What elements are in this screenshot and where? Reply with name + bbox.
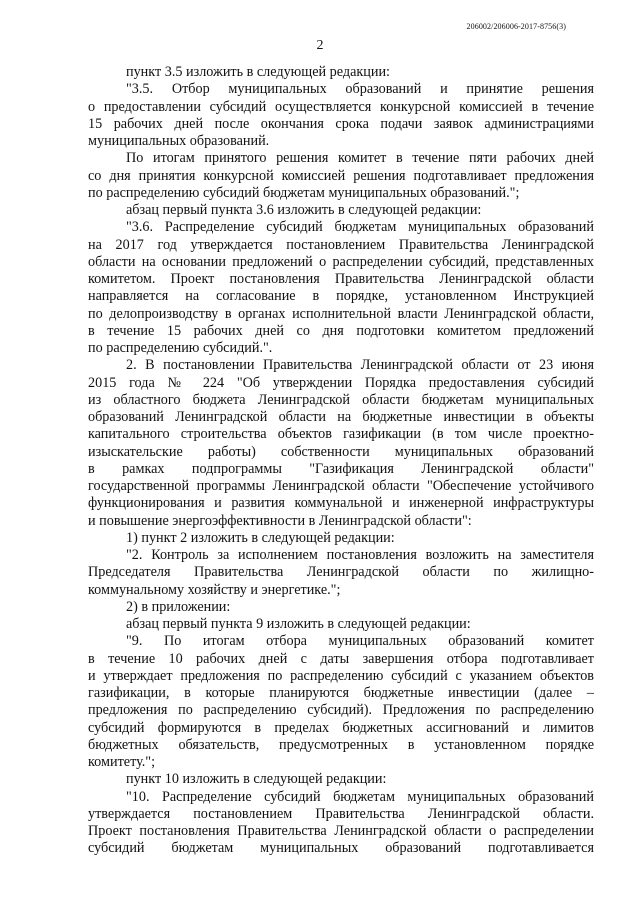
text-line: комитету."; bbox=[88, 754, 156, 770]
text-line: По итогам принятого решения комитет в течение пяти рабочих дней bbox=[126, 150, 594, 167]
text-line: по делопроизводству в органах исполнительной власти Ленинградской области, bbox=[88, 305, 594, 322]
text-line: абзац первый пункта 9 изложить в следующей редакции: bbox=[126, 616, 471, 632]
text-line: пункт 10 изложить в следующей редакции: bbox=[126, 771, 387, 788]
text-line: 2. В постановлении Правительства Ленинградской области от 23 июня bbox=[126, 357, 594, 374]
text-line: в рамках подпрограммы "Газификация Ленинградской области" bbox=[88, 460, 594, 477]
text-line: 2015 года № 224 "Об утверждении Порядка предоставления субсидий bbox=[88, 374, 594, 391]
text-line: предложения по распределению субсидий). Предложения по распределению bbox=[88, 702, 594, 719]
text-line: 1) пункт 2 изложить в следующей редакции: bbox=[126, 529, 395, 546]
text-line: по распределению субсидий бюджетам муниципальных образований."; bbox=[88, 184, 520, 201]
text-line: и утверждает предложения по распределению субсидий с указанием объектов bbox=[88, 667, 594, 684]
document-id: 206002/206006-2017-8756(3) bbox=[466, 22, 566, 31]
text-line: бюджетных обязательств, предусмотренных в установленном порядке bbox=[88, 736, 594, 753]
text-line: и повышение энергоэффективности в Ленинградской области": bbox=[88, 512, 472, 529]
text-line: по распределению субсидий.". bbox=[88, 340, 273, 356]
text-line: из областного бюджета Ленинградской области бюджетам муниципальных bbox=[88, 391, 594, 408]
text-line: утверждается постановлением Правительства Ленинградской области. bbox=[88, 805, 594, 822]
text-line: на 2017 год утверждается постановлением Правительства Ленинградской bbox=[88, 236, 594, 253]
text-line: субсидий бюджетам муниципальных образований подготавливается bbox=[88, 840, 594, 857]
text-line: государственной программы Ленинградской области "Обеспечение устойчивого bbox=[88, 478, 594, 494]
text-line: о предоставлении субсидий осуществляется конкурсной комиссией в течение bbox=[88, 98, 594, 115]
text-line: функционирования и развития коммунальной и инженерной инфраструктуры bbox=[88, 495, 594, 512]
text-line: в течение 10 рабочих дней с даты завершения отбора подготавливает bbox=[88, 650, 594, 667]
text-line: абзац первый пункта 3.6 изложить в следующей редакции: bbox=[126, 202, 482, 218]
text-line: Председателя Правительства Ленинградской области по жилищно- bbox=[88, 564, 594, 581]
text-line: капитального строительства объектов газификации (в том числе проектно- bbox=[88, 426, 594, 443]
text-line: Проект постановления Правительства Ленинградской области о распределении bbox=[88, 823, 594, 839]
text-line: "2. Контроль за исполнением постановления возложить на заместителя bbox=[126, 547, 594, 563]
text-line: "9. По итогам отбора муниципальных образований комитет bbox=[126, 633, 594, 650]
text-line: комитетом. Проект постановления Правительства Ленинградской области bbox=[88, 271, 594, 287]
text-line: образований Ленинградской области на бюджетные инвестиции в объекты bbox=[88, 409, 594, 425]
text-line: изыскательские работы) собственности муниципальных образований bbox=[88, 443, 594, 460]
text-line: направляется на согласование в порядке, установленном Инструкцией bbox=[88, 288, 594, 305]
text-line: со дня принятия конкурсной комиссией решения подготавливает предложения bbox=[88, 167, 594, 184]
text-line: субсидий формируются в пределах бюджетных ассигнований и лимитов bbox=[88, 719, 594, 736]
text-line: области на основании предложений о распределении субсидий, представленных bbox=[88, 253, 594, 270]
text-line: "3.5. Отбор муниципальных образований и принятие решения bbox=[126, 81, 594, 98]
text-line: пункт 3.5 изложить в следующей редакции: bbox=[126, 64, 390, 80]
text-line: в течение 15 рабочих дней со дня подготовки комитетом предложений bbox=[88, 322, 594, 339]
text-line: "10. Распределение субсидий бюджетам муниципальных образований bbox=[126, 788, 594, 805]
document-body bbox=[88, 64, 594, 858]
page-number: 2 bbox=[316, 38, 324, 53]
text-line: 2) в приложении: bbox=[126, 598, 231, 615]
text-line: 15 рабочих дней после окончания срока подачи заявок администрациями bbox=[88, 115, 594, 132]
text-line: "3.6. Распределение субсидий бюджетам муниципальных образований bbox=[126, 219, 594, 236]
text-line: газификации, в которые планируются бюджетные инвестиции (далее – bbox=[88, 685, 594, 701]
text-line: коммунальному хозяйству и энергетике."; bbox=[88, 581, 341, 598]
text-line: муниципальных образований. bbox=[88, 133, 270, 149]
